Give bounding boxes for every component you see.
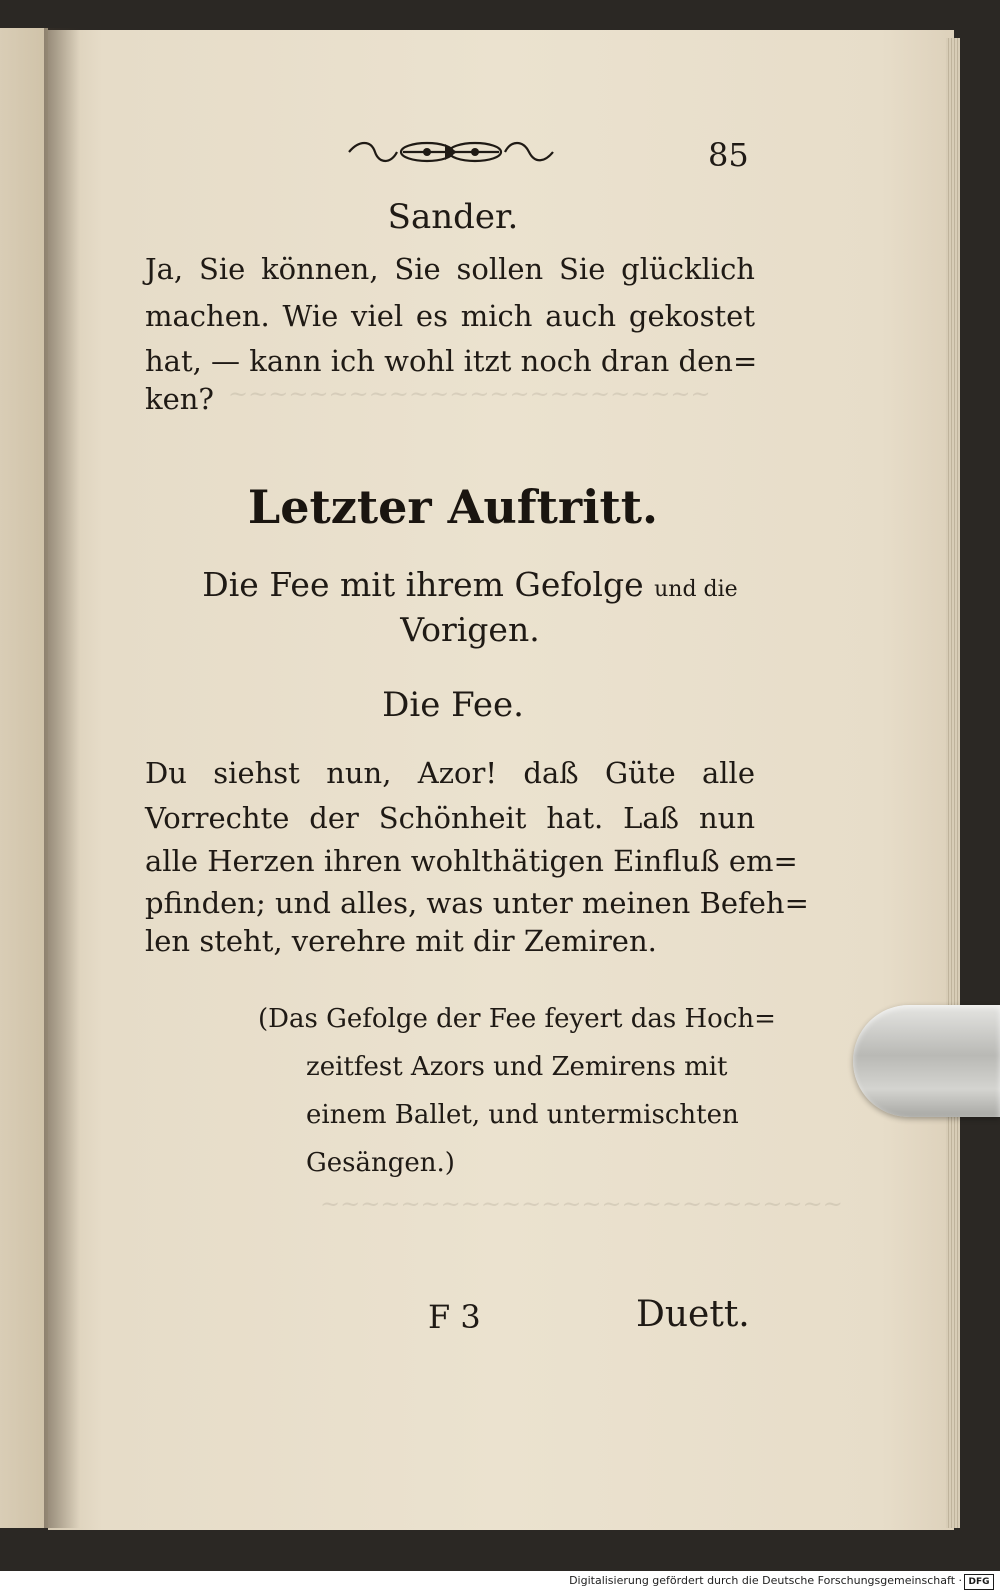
cast-line-small: und die — [654, 577, 738, 602]
page-number: 85 — [708, 136, 749, 174]
cast-line — [150, 565, 790, 604]
stage-direction-line: zeitfest Azors und Zemirens mit — [306, 1052, 728, 1082]
catchword: Duett. — [636, 1294, 750, 1335]
speech-line: len steht, verehre mit dir Zemiren. — [145, 924, 657, 958]
speech-line: hat, — kann ich wohl itzt noch dran den= — [145, 344, 758, 378]
gutter-shadow — [44, 28, 80, 1528]
cast-line-continued: Vorigen. — [400, 610, 540, 649]
speaker-name: Die Fee. — [382, 685, 524, 725]
bleed-through: ~~~~~~~~~~~~~~~~~~~~~~~~ — [228, 380, 711, 408]
speaker-name: Sander. — [387, 197, 519, 237]
facing-page-edge — [0, 28, 48, 1528]
scene-heading: Letzter Auftritt. — [247, 480, 659, 534]
page-edges — [946, 38, 960, 1528]
digitization-credit: Digitalisierung gefördert durch die Deutsche Forschungsgemeinschaft · — [569, 1574, 962, 1587]
bleed-through: ~~~~~~~~~~~~~~~~~~~~~~~~~~ — [320, 1190, 843, 1218]
speech-line: Du siehst nun, Azor! daß Güte alle — [145, 756, 755, 790]
stage-direction-line: einem Ballet, und untermischten — [306, 1100, 739, 1130]
signature-mark: F 3 — [428, 1298, 481, 1336]
page-tab-marker — [853, 1005, 1000, 1117]
stage-direction-line: (Das Gefolge der Fee feyert das Hoch= — [258, 1004, 776, 1034]
stage-direction-line: Gesängen.) — [306, 1148, 455, 1178]
speech-line: Ja, Sie können, Sie sollen Sie glücklich — [145, 252, 755, 286]
speech-line: Vorrechte der Schönheit hat. Laß nun — [145, 801, 755, 835]
speech-line: pfinden; und alles, was unter meinen Befeh= — [145, 886, 809, 920]
decorative-scroll-ornament-icon — [345, 134, 557, 170]
speech-line: ken? — [145, 382, 214, 416]
dfg-logo-icon: DFG — [964, 1574, 994, 1590]
cast-line-main: Die Fee mit ihrem Gefolge — [202, 565, 644, 604]
speech-line: machen. Wie viel es mich auch gekostet — [145, 299, 755, 333]
speech-line: alle Herzen ihren wohlthätigen Einfluß em= — [145, 844, 798, 878]
